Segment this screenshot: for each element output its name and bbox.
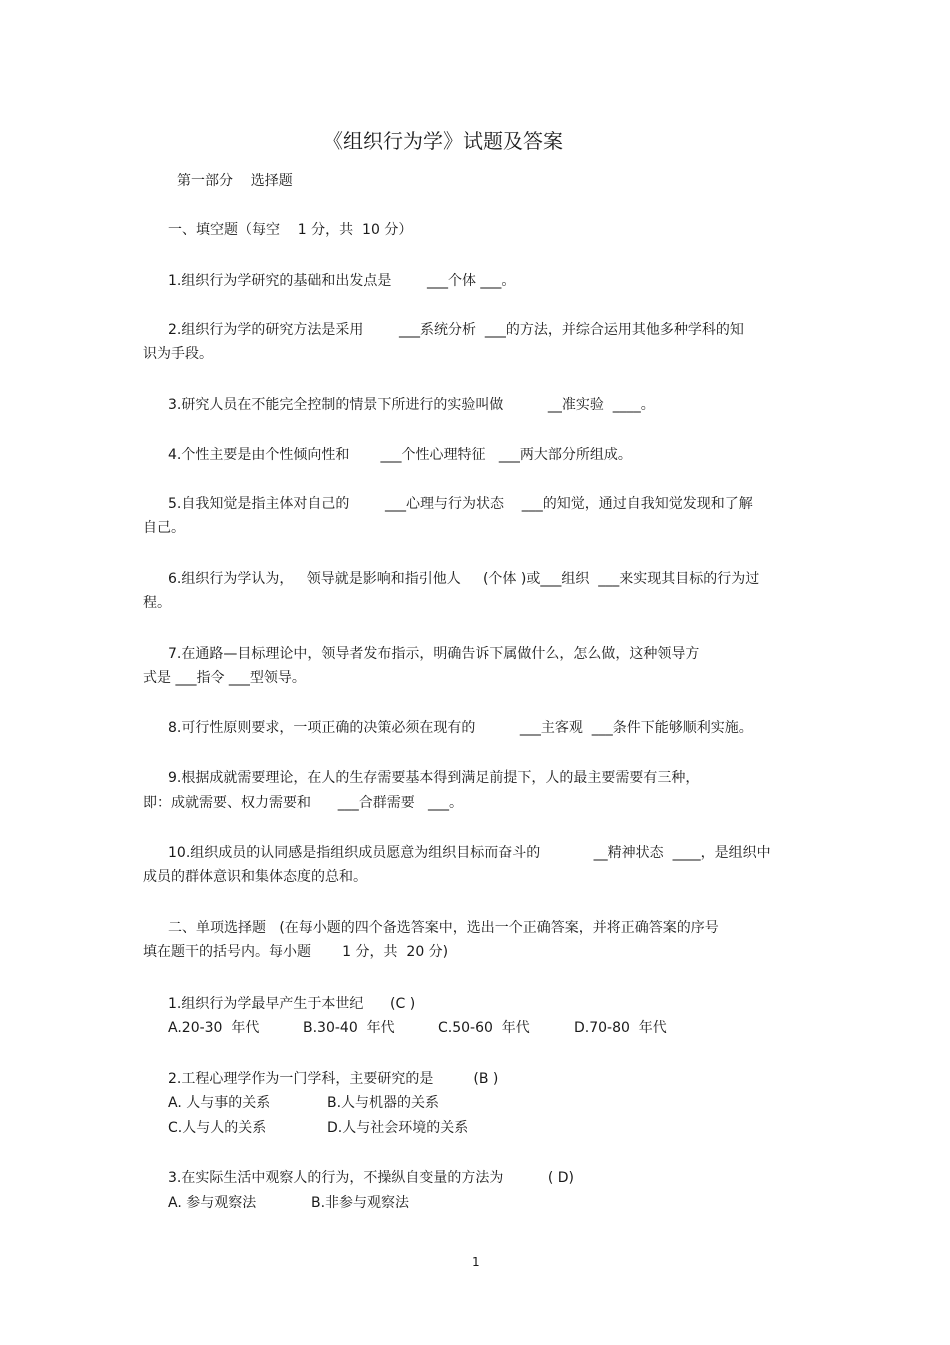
- choice-question-3-stem: 3.在实际生活中观察人的行为，不操纵自变量的方法为 ( D): [168, 1170, 575, 1186]
- fill-question-7-line-2: 式是 ___指令 ___型领导。: [143, 670, 306, 686]
- fill-question-4: 4.个性主要是由个性倾向性和 ___个性心理特征 ___两大部分所组成。: [168, 447, 632, 463]
- fill-question-6-line-1: 6.组织行为学认为， 领导就是影响和指引他人 (个体 )或___组织 ___来实现其目标的行为过: [168, 571, 760, 587]
- fill-question-2-line-1: 2.组织行为学的研究方法是采用 ___系统分析 ___的方法，并综合运用其他多种学科的知: [168, 322, 744, 338]
- fill-question-7-line-1: 7.在通路—目标理论中，领导者发布指示，明确告诉下属做什么，怎么做，这种领导方: [168, 646, 700, 662]
- fill-question-5-line-2: 自己。: [143, 520, 185, 536]
- choice-question-1-option-a: A.20-30 年代: [168, 1020, 260, 1036]
- fill-question-8: 8.可行性原则要求，一项正确的决策必须在现有的 ___主客观 ___条件下能够顺利实施。: [168, 720, 753, 736]
- fill-question-1: 1.组织行为学研究的基础和出发点是 ___个体 ___。: [168, 273, 516, 289]
- choice-question-1-stem: 1.组织行为学最早产生于本世纪 (C ): [168, 996, 416, 1012]
- choice-question-2-option-c: C.人与人的关系: [168, 1120, 267, 1136]
- choice-question-1-option-c: C.50-60 年代: [438, 1020, 530, 1036]
- fill-question-6-line-2: 程。: [143, 595, 171, 611]
- fill-question-9-line-1: 9.根据成就需要理论，在人的生存需要基本得到满足前提下，人的最主要需要有三种，: [168, 770, 700, 786]
- fill-question-10-line-2: 成员的群体意识和集体态度的总和。: [143, 869, 367, 885]
- choice-question-3-option-b: B.非参与观察法: [311, 1195, 410, 1211]
- section-heading-single-choice-line-2: 填在题干的括号内。每小题 1 分，共 20 分): [143, 944, 449, 960]
- fill-question-3: 3.研究人员在不能完全控制的情景下所进行的实验叫做 __准实验 ____。: [168, 397, 655, 413]
- choice-question-2-option-b: B.人与机器的关系: [327, 1095, 440, 1111]
- document-title: 《组织行为学》试题及答案: [323, 129, 563, 153]
- fill-question-9-line-2: 即：成就需要、权力需要和 ___合群需要 ___。: [143, 795, 464, 811]
- choice-question-1-option-d: D.70-80 年代: [574, 1020, 667, 1036]
- choice-question-2-stem: 2.工程心理学作为一门学科，主要研究的是 (B ): [168, 1071, 499, 1087]
- section-heading-fill-in: 一、填空题（每空 1 分，共 10 分）: [168, 222, 413, 238]
- page-number: 1: [472, 1255, 480, 1269]
- fill-question-10-line-1: 10.组织成员的认同感是指组织成员愿意为组织目标而奋斗的 __精神状态 ____，是组织中: [168, 845, 771, 861]
- choice-question-2-option-d: D.人与社会环境的关系: [327, 1120, 469, 1136]
- choice-question-2-option-a: A. 人与事的关系: [168, 1095, 271, 1111]
- fill-question-5-line-1: 5.自我知觉是指主体对自己的 ___心理与行为状态 ___的知觉，通过自我知觉发现和了解: [168, 496, 753, 512]
- part-heading: 第一部分 选择题: [177, 173, 293, 189]
- choice-question-3-option-a: A. 参与观察法: [168, 1195, 257, 1211]
- fill-question-2-line-2: 识为手段。: [143, 346, 213, 362]
- section-heading-single-choice-line-1: 二、单项选择题 (在每小题的四个备选答案中，选出一个正确答案，并将正确答案的序号: [168, 920, 719, 936]
- choice-question-1-option-b: B.30-40 年代: [303, 1020, 395, 1036]
